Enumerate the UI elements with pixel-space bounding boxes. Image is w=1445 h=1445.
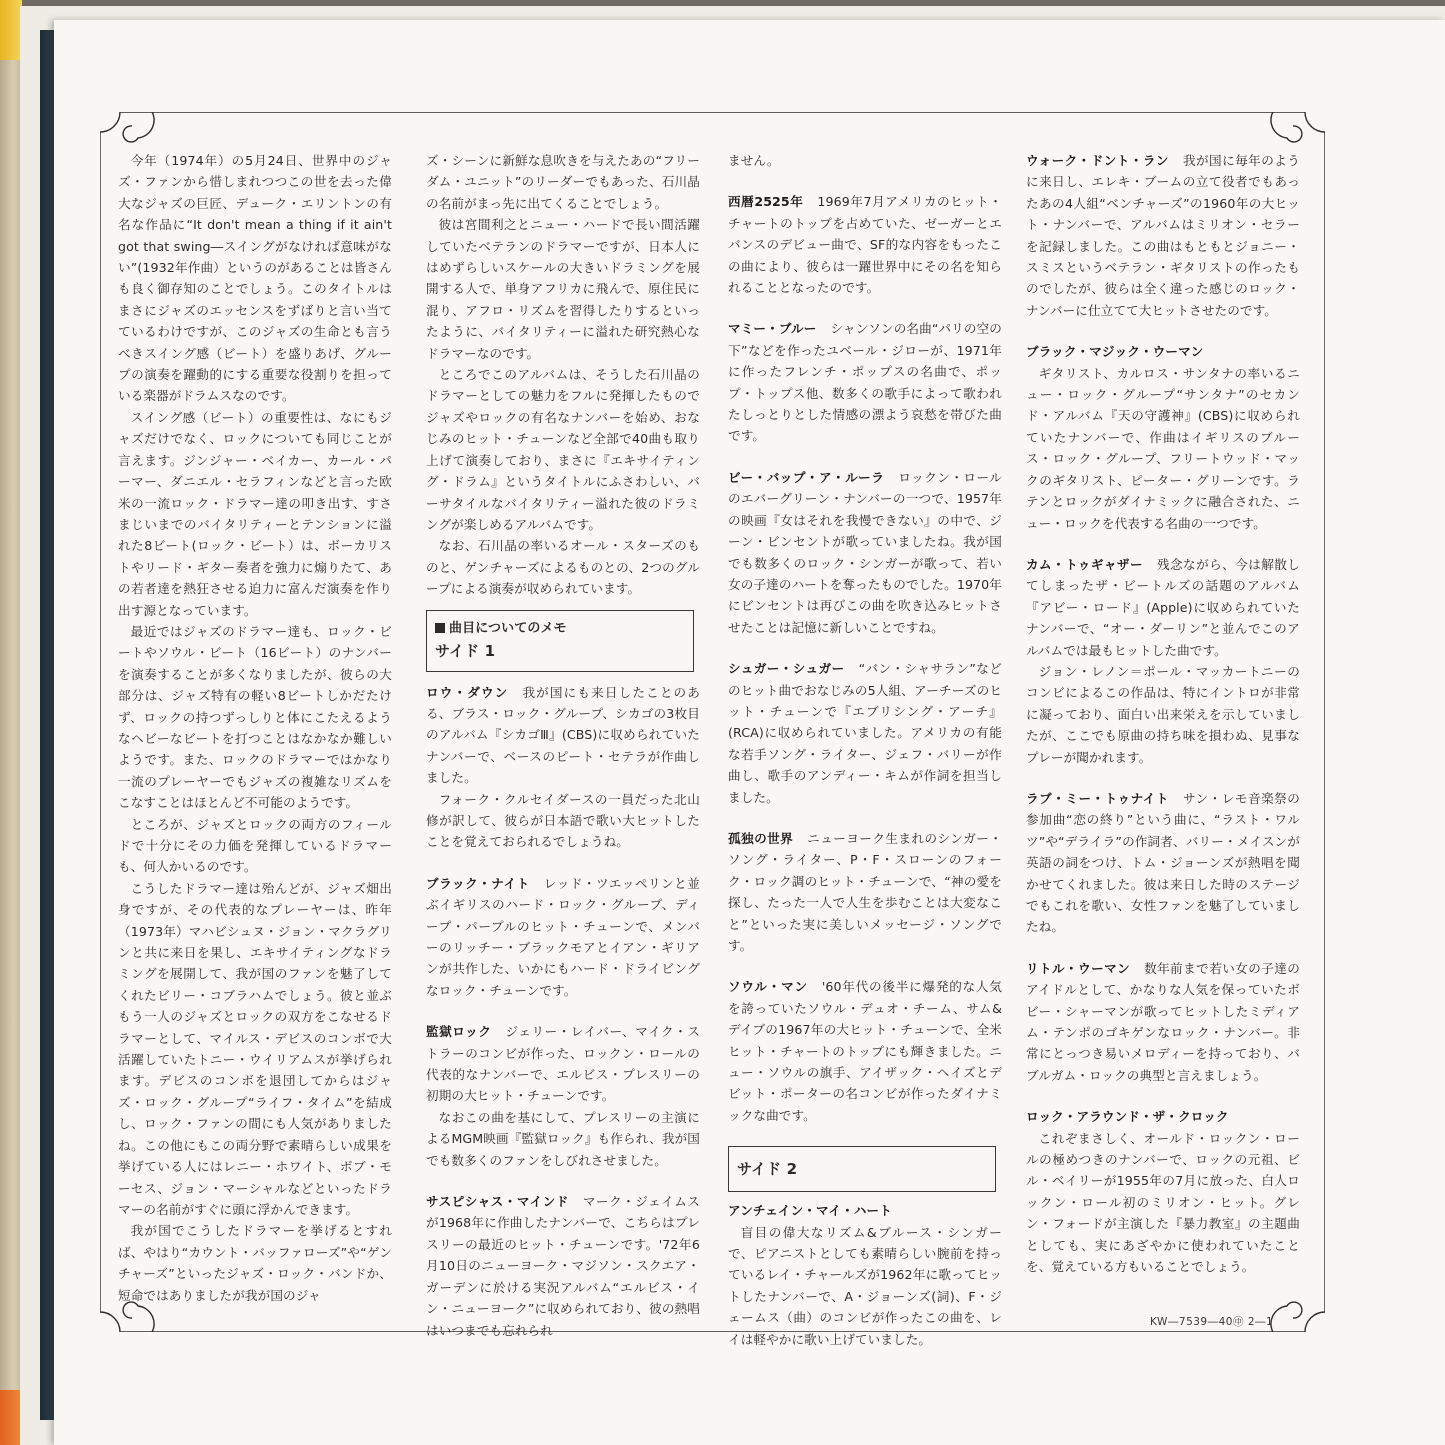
track-title: ブラック・ナイト bbox=[426, 875, 530, 891]
track-entry bbox=[728, 658, 1002, 808]
track-entry bbox=[1026, 788, 1300, 938]
side-1-label: サイド 1 bbox=[435, 641, 496, 660]
track-title: カム・トゥギャザー bbox=[1026, 556, 1143, 572]
track-entry bbox=[426, 873, 700, 1001]
track-title: シュガー・シュガー bbox=[728, 661, 845, 677]
paragraph: こうしたドラマー達は殆んどが、ジャズ畑出身ですが、その代表的なプレーヤーは、昨年（1973年）マハビシュヌ・ジョン・マクラグリンと共に来日を果し、エキサイティングなドラミングを展開して、我が国のファンを魅了してくれたビリー・コブラハムでしょう。彼と並ぶもう一人のジャズとロックの双方をこなせるドラマーとして、マイルス・デビスのコンボで大活躍していたトニー・ウイリアムスが挙げられます。デビスのコンボを退団してからはジャズ・ロック・グループ“ライフ・タイム”を結成し、ロック・ファンの間にも人気がありましたね。この他にもこの両分野で素晴らしい成果を挙げている人にはレニー・ホワイト、ボブ・モーセス、ジョン・マーシャルなどといったドラマーの名前がすぐに頭に浮かんできます。 bbox=[118, 880, 392, 1217]
paragraph: 最近ではジャズのドラマー達も、ロック・ビートやソウル・ビート（16ビート）のナンバーを演奏することが多くなりましたが、彼らの大部分は、ジャズ特有の軽い8ビートしかだたけず、ロックの持つずっしりと体にこたえるようなヘビーなビートを打つことはなかなか難しいようです。また、ロックのドラマーではかなり一流のプレーヤーでもジャズの複雑なリズムをこなすことはほとんど不可能のようです。 bbox=[118, 623, 392, 811]
spine-accent-top bbox=[0, 0, 22, 60]
track-title: マミー・ブルー bbox=[728, 321, 817, 337]
track-description: 残念ながら、今は解散してしまったザ・ビートルズの話題のアルバム『アビー・ロード』(Apple)に収められていたナンバーで、“オー・ダーリン”と並んでこのアルバムでは最もヒットした曲です。 bbox=[1026, 556, 1300, 658]
column-1 bbox=[118, 150, 392, 1306]
paragraph: 彼は宮間利之とニュー・ハードで長い間活躍していたベテランのドラマーですが、日本人にはめずらしいスケールの大きいドラミングを展開する人で、単身アフリカに飛んで、原住民に混り、アフロ・リズムを習得したりするといったように、バイタリティーに溢れた研究熱心なドラマーなのです。 bbox=[426, 217, 700, 361]
track-title: ロウ・ダウン bbox=[426, 684, 509, 700]
paragraph: ズ・シーンに新鮮な息吹きを与えたあの“フリーダム・ユニット”のリーダーでもあった、石川晶の名前がまっ先に出てくることでしょう。 bbox=[426, 153, 700, 211]
track-title: ブラック・マジック・ウーマン bbox=[1026, 344, 1204, 360]
side-2-label: サイド 2 bbox=[737, 1160, 798, 1179]
album-spine bbox=[0, 0, 22, 1445]
track-description-cont: フォーク・クルセイダースの一員だった北山修が訳して、彼らが日本語で歌い大ヒットしたことを覚えておられるでしょうね。 bbox=[426, 791, 700, 850]
paragraph: スイング感（ビート）の重要性は、なにもジャズだけでなく、ロックについても同じことが言えます。ジンジャー・ベイカー、カール・パーマー、ダニエル・セラフィンなどと言った欧米の一流ロック・ドラマー達の叩き出す、すさまじいまでのバイタリティーとテンションに溢れた8ビート(ロック・ビート）は、ボーカリストやリード・ギター奏者を強力に煽りたて、あの若者達を熱狂させる迫力に富んだ演奏を作り出す源となっています。 bbox=[118, 409, 392, 618]
track-description: サン・レモ音楽祭の参加曲“恋の終り”という曲に、“ラスト・ワルツ”や“デライラ”の作詞者、バリー・メイスンが英語の詞をつけ、トム・ジョーンズが熱唱を聞かせてくれました。彼は来日した時のステージでもこれを歌い、女性ファンを魅了していましたね。 bbox=[1026, 790, 1300, 935]
track-description: ジェリー・レイバー、マイク・ストラーのコンビが作った、ロックン・ロールの代表的なナンバーで、エルビス・プレスリーの初期の大ヒット・チューンです。 bbox=[426, 1024, 701, 1104]
paragraph: 我が国でこうしたドラマーを挙げるとすれば、やはり“カウント・バッファローズ”や“ゲンチャーズ”といったジャズ・ロック・バンドか、短命ではありましたが我が国のジャ bbox=[118, 1223, 392, 1303]
spine-accent-bottom bbox=[0, 1390, 22, 1445]
track-title: 監獄ロック bbox=[426, 1024, 492, 1040]
column-3 bbox=[728, 150, 1002, 1370]
side-2-box bbox=[728, 1146, 996, 1192]
track-title: 西暦2525年 bbox=[728, 194, 804, 210]
track-description: “バン・シャサラン”などのヒット曲でおなじみの5人組、アーチーズのヒット・チューンで『エブリシング・アーチ』(RCA)に収められていました。アメリカの有能な若手ソング・ライター、ジェフ・バリーが作曲し、歌手のアンディー・キムが作詞を担当しました。 bbox=[728, 661, 1002, 805]
track-entry bbox=[426, 682, 700, 853]
track-title: ラブ・ミー・トゥナイト bbox=[1026, 790, 1170, 806]
memo-heading: 曲目についてのメモ bbox=[435, 619, 693, 639]
track-entry bbox=[1026, 958, 1300, 1086]
paragraph: ところでこのアルバムは、そうした石川晶のドラマーとしての魅力をフルに発揮したものでジャズやロックの有名なナンバーを始め、おなじみのヒット・チューンなど全部で40曲も取り上げて演奏しており、まさに『エキサイティング・ドラム』というタイトルにふさわしい、バーサタイルなバイタリティー溢れた彼のドラミングが楽しめるアルバムです。 bbox=[426, 367, 700, 532]
catalog-number: KW―7539―40㊥ 2―1 bbox=[1150, 1316, 1274, 1328]
track-entry bbox=[728, 976, 1002, 1126]
track-title: ビー・バップ・ア・ルーラ bbox=[728, 469, 885, 485]
track-title: サスピシャス・マインド bbox=[426, 1194, 569, 1210]
track-description: マーク・ジェイムスが1968年に作曲したナンバーで、こちらはプレスリーの最近のヒット・チューンです。'72年6月10日のニューヨーク・マジソン・スクエア・ガーデンに於ける実況アルバム“エルビス・イン・ニューヨーク”に収められており、彼の熱唱はいつまでも忘れられ bbox=[426, 1194, 701, 1338]
track-entry bbox=[1026, 150, 1300, 321]
track-description: ギタリスト、カルロス・サンタナの率いるニュー・ロック・グループ“サンタナ”のセカンド・アルバム『天の守護神』(CBS)に収められていたナンバーで、作曲はイギリスのブルース・ロック・グループ、フリートウッド・マックのギタリスト、ピーター・グリーンです。ラテンとロックがダイナミックに融合された、ニュー・ロックを代表する名曲の一つです。 bbox=[1026, 365, 1300, 531]
track-title: リトル・ウーマン bbox=[1026, 960, 1131, 976]
track-entry bbox=[728, 467, 1002, 638]
track-entry bbox=[728, 318, 1002, 446]
track-description-cont: ジョン・レノン＝ポール・マッカートニーのコンビによるこの作品は、特にイントロが非常に凝っており、面白い出来栄えを示していましたが、ここでも原曲の持ち味を損わぬ、見事なプレーが聞かれます。 bbox=[1026, 663, 1300, 765]
track-title: アンチェイン・マイ・ハート bbox=[728, 1203, 892, 1219]
paragraph: 今年（1974年）の5月24日、世界中のジャズ・ファンから惜しまれつつこの世を去った偉大なジャズの巨匠、デューク・エリントンの有名な作品に“It don't mean a thing if it ain't got that swing―スイングがなければ意味がない”(1932年作曲）というのがあることは皆さんも良く御存知のことでしょう。このタイトルはまさにジャズのエッセンスをずばりと言い当てているわけですが、このジャズの生命とも言うべきスイング感（ビート）を盛りあげ、グループの演奏を躍動的にする重要な役割りを担っている楽器がドラムスなのです。 bbox=[118, 153, 392, 404]
track-description: 1969年7月アメリカのヒット・チャートのトップを占めていた、ゼーガーとエバンスのデビュー曲で、SF的な内容をもったこの曲により、彼らは一躍世界中にその名を知られることとなったのです。 bbox=[728, 194, 1002, 296]
track-entry bbox=[728, 828, 1002, 956]
track-title: ロック・アラウンド・ザ・クロック bbox=[1026, 1109, 1229, 1125]
track-title: ウォーク・ドント・ラン bbox=[1026, 153, 1169, 168]
track-entry bbox=[426, 1191, 700, 1341]
track-title: ソウル・マン bbox=[728, 979, 808, 995]
paragraph: なお、石川晶の率いるオール・スターズのものと、ゲンチャーズによるものとの、2つのグループによる演奏が収められています。 bbox=[426, 538, 700, 597]
column-2 bbox=[426, 150, 700, 1361]
track-entry bbox=[1026, 1106, 1300, 1277]
track-entry bbox=[1026, 341, 1300, 534]
gatefold-fold bbox=[40, 30, 54, 1420]
track-entry bbox=[1026, 554, 1300, 768]
track-description: シャンソンの名曲“パリの空の下”などを作ったユベール・ジローが、1971年に作ったフレンチ・ポップスの名曲で、ポップ・トップス他、数多くの歌手によって歌われたしっとりとした情感の漂よう哀愁を帯びた曲です。 bbox=[728, 321, 1002, 444]
paragraph: ません。 bbox=[728, 153, 780, 168]
track-description: 数年前まで若い女の子達のアイドルとして、かなりな人気を保っていたボビー・シャーマンが歌ってヒットしたミディアム・テンポのゴキゲンなロック・ナンバー。非常にとっつき易いメロディーを持っており、バブルガム・ロックの典型と言えましょう。 bbox=[1026, 960, 1300, 1083]
track-title: 孤独の世界 bbox=[728, 830, 794, 846]
track-description-cont: なおこの曲を基にして、プレスリーの主演によるMGM映画『監獄ロック』も作られ、我が国でも数多くのファンをしびれさせました。 bbox=[426, 1109, 700, 1168]
track-description: '60年代の後半に爆発的な人気を誇っていたソウル・デュオ・チーム、サム&デイブの1967年の大ヒット・チューンで、全米ヒット・チャートのトップにも輝きました。ニュー・ソウルの旗手、アイザック・ヘイズとデビット・ポーターの名コンビが作ったダイナミックな曲です。 bbox=[728, 979, 1002, 1123]
track-description: 我が国に毎年のように来日し、エレキ・ブームの立て役者でもあったあの4人組“ベンチャーズ”の1960年の大ヒット・ナンバーで、アルバムはミリオン・セラーを記録しました。この曲はもともとジョニー・スミスというベテラン・ギタリストの作ったものでしたが、彼らは全く違った感じのロック・ナンバーに仕立てて大ヒットさせたのです。 bbox=[1026, 153, 1300, 318]
paragraph: ところが、ジャズとロックの両方のフィールドで十分にその力価を発揮しているドラマーも、何人かいるのです。 bbox=[118, 816, 392, 875]
track-memo-box bbox=[426, 610, 694, 672]
track-entry bbox=[426, 1021, 700, 1171]
track-description: これぞまさしく、オールド・ロックン・ロールの極めつきのナンバーで、ロックの元祖、ビル・ベイリーが1955年の7月に放った、白人ロックン・ロール初のミリオン・ヒット。グレン・フォードが主演した『暴力教室』の主題曲としても、実にあざやかに使われていたことを、覚えている方もいることでしょう。 bbox=[1026, 1130, 1300, 1275]
track-description: ニューヨーク生まれのシンガー・ソング・ライター、P・F・スローンのフォーク・ロック調のヒット・チューンで、“神の愛を探し、たった一人で人生を歩むことは大変なこと”といった実に美しいメッセージ・ソングです。 bbox=[728, 830, 1003, 953]
column-4 bbox=[1026, 150, 1300, 1298]
track-description: ロックン・ロールのエバーグリーン・ナンバーの一つで、1957年の映画『女はそれを我慢できない』の中で、ジーン・ビンセントが歌っていましたね。我が国でも数多くのロック・シンガーが歌って、若い女の子達のハートを奪ったものでした。1970年にビンセントは再びこの曲を吹き込みヒットさせたことは記憶に新しいことですね。 bbox=[728, 469, 1002, 635]
track-entry bbox=[728, 1200, 1002, 1350]
track-description: 我が国にも来日したことのある、ブラス・ロック・グループ、シカゴの3枚目のアルバム『シカゴⅢ』(CBS)に収められていたナンバーで、ベースのピート・セテラが作曲しました。 bbox=[426, 684, 700, 786]
track-entry bbox=[728, 191, 1002, 298]
track-description: 盲目の偉大なリズム&ブルース・シンガーで、ピアニストとしても素晴らしい腕前を持っているレイ・チャールズが1962年に歌ってヒットしたナンバーで、A・ジョーンズ(詞)、F・ジェームス（曲）のコンビが作ったこの曲を、レイは軽やかに歌い上げていました。 bbox=[728, 1224, 1002, 1347]
track-description: レッド・ツエッペリンと並ぶイギリスのハード・ロック・グループ、ディープ・パープルのヒット・チューンで、メンバーのリッチー・ブラックモアとイアン・ギリアンが共作した、いかにもハード・ドライビングなロック・チューンです。 bbox=[426, 875, 700, 998]
